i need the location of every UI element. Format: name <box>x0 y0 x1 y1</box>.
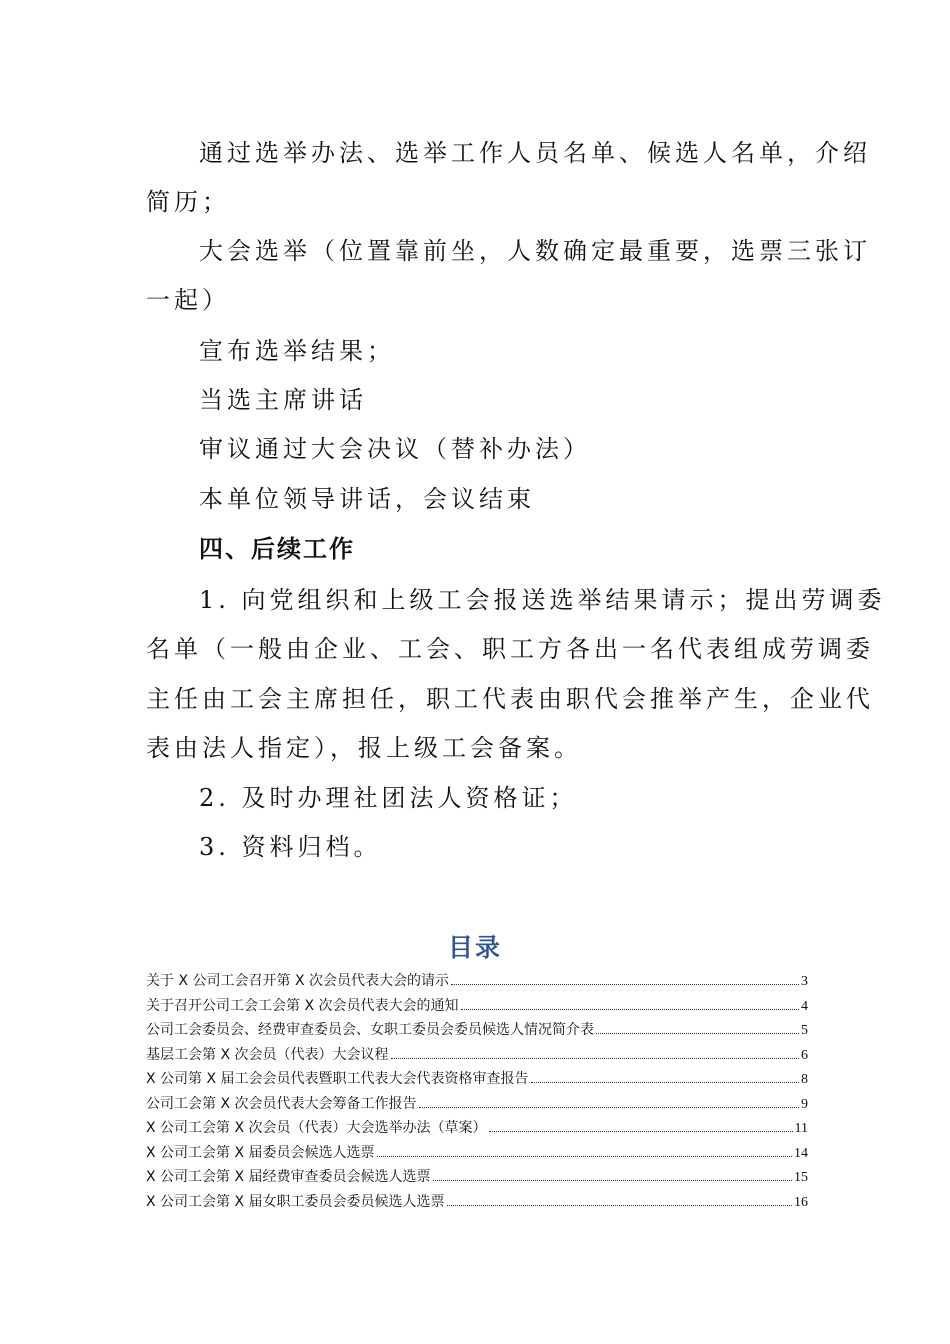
toc-entry[interactable] <box>146 995 808 1020</box>
paragraph-line: 简历； <box>146 188 230 216</box>
paragraph-line: 审议通过大会决议（替补办法） <box>199 435 591 463</box>
toc-leader-dots <box>451 974 799 985</box>
toc-leader-dots <box>447 1195 792 1206</box>
toc-entry-page: 3 <box>801 974 808 989</box>
table-of-contents <box>146 970 808 1215</box>
toc-entry-title: 公司工会委员会、经费审查委员会、女职工委员会委员候选人情况简介表 <box>146 1022 594 1038</box>
toc-entry-title: 公司工会第 X 次会员代表大会筹备工作报告 <box>146 1095 417 1112</box>
paragraph-line: 本单位领导讲话，会议结束 <box>199 485 535 513</box>
toc-entry[interactable] <box>146 1166 808 1191</box>
toc-entry-title: X 公司工会第 X 次会员（代表）大会选举办法（草案） <box>146 1120 487 1136</box>
toc-leader-dots <box>596 1023 799 1034</box>
paragraph-line: 大会选举（位置靠前坐，人数确定最重要，选票三张订 <box>199 237 871 265</box>
paragraph-line: 1. 向党组织和上级工会报送选举结果请示；提出劳调委 <box>199 586 886 614</box>
toc-entry-page: 15 <box>794 1170 808 1185</box>
paragraph-line: 3. 资料归档。 <box>199 833 382 861</box>
toc-entry-title: X 公司工会第 X 届经费审查委员会候选人选票 <box>146 1169 431 1185</box>
paragraph-line: 表由法人指定），报上级工会备案。 <box>146 734 582 762</box>
paragraph-line: 名单（一般由企业、工会、职工方各出一名代表组成劳调委 <box>146 635 874 663</box>
paragraph-line: 通过选举办法、选举工作人员名单、候选人名单，介绍 <box>199 139 871 167</box>
toc-entry[interactable] <box>146 1044 808 1069</box>
toc-leader-dots <box>419 1097 800 1108</box>
toc-entry-title: X 公司工会第 X 届女职工委员会委员候选人选票 <box>146 1193 445 1210</box>
toc-entry[interactable] <box>146 1093 808 1118</box>
toc-title: 目录 <box>447 933 502 962</box>
toc-entry-title: 关于召开公司工会工会第 X 次会员代表大会的通知 <box>146 997 459 1014</box>
paragraph-line: 2. 及时办理社团法人资格证； <box>199 784 578 812</box>
toc-entry-page: 8 <box>801 1072 808 1087</box>
toc-entry-title: 基层工会第 X 次会员（代表）大会议程 <box>146 1046 389 1063</box>
toc-entry[interactable] <box>146 1191 808 1216</box>
paragraph-line: 当选主席讲话 <box>199 386 367 414</box>
paragraph-line: 主任由工会主席担任，职工代表由职代会推举产生，企业代 <box>146 685 874 713</box>
toc-leader-dots <box>461 999 800 1010</box>
toc-entry-title: X 公司第 X 届工会会员代表暨职工代表大会代表资格审查报告 <box>146 1071 529 1087</box>
toc-leader-dots <box>433 1170 792 1181</box>
paragraph-line: 一起） <box>146 286 230 314</box>
toc-entry[interactable] <box>146 1019 808 1044</box>
toc-entry-page: 9 <box>801 1096 808 1112</box>
toc-entry-title: 关于 X 公司工会召开第 X 次会员代表大会的请示 <box>146 973 449 989</box>
toc-leader-dots <box>489 1121 793 1132</box>
paragraph-line: 宣布选举结果； <box>199 337 395 365</box>
toc-entry-title: X 公司工会第 X 届委员会候选人选票 <box>146 1144 375 1161</box>
toc-entry[interactable] <box>146 970 808 995</box>
toc-entry[interactable] <box>146 1068 808 1093</box>
toc-entry-page: 11 <box>794 1121 808 1136</box>
section-heading: 四、后续工作 <box>199 534 355 563</box>
toc-entry-page: 6 <box>801 1047 808 1063</box>
toc-entry-page: 4 <box>801 998 808 1014</box>
toc-leader-dots <box>531 1072 799 1083</box>
toc-leader-dots <box>377 1146 792 1157</box>
toc-entry-page: 5 <box>801 1023 808 1038</box>
toc-entry[interactable] <box>146 1142 808 1167</box>
toc-entry-page: 14 <box>794 1145 808 1161</box>
toc-entry-page: 16 <box>794 1194 808 1210</box>
toc-leader-dots <box>391 1048 800 1059</box>
toc-entry[interactable] <box>146 1117 808 1142</box>
